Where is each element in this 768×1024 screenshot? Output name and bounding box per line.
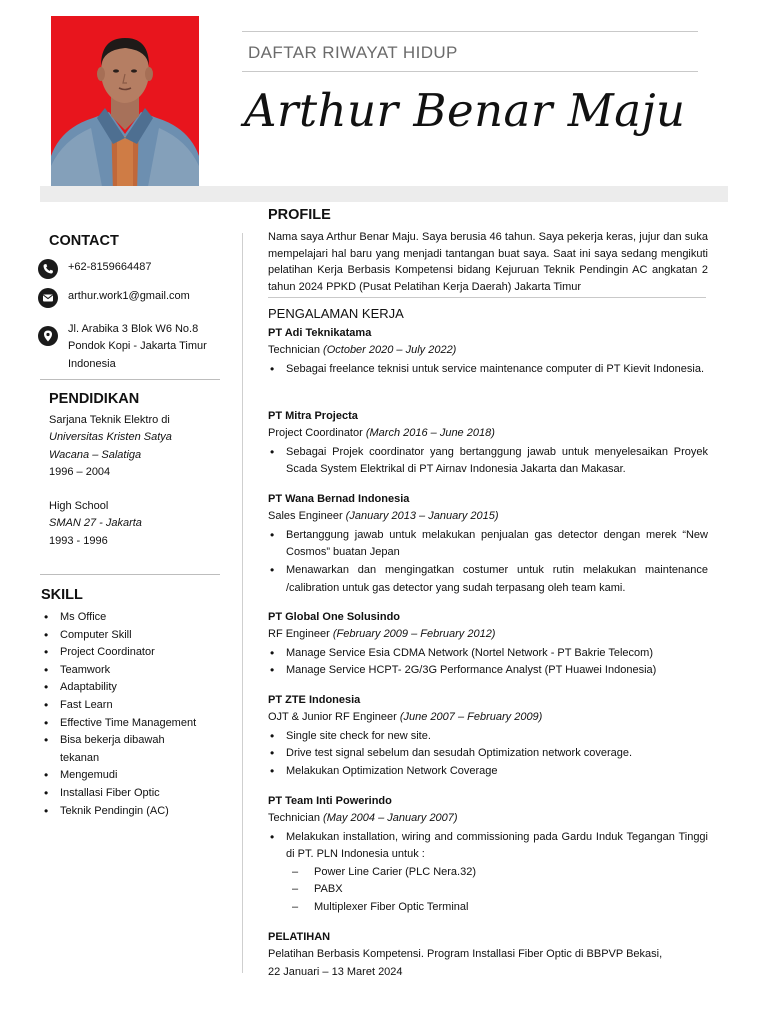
job-bullet: • Melakukan Optimization Network Coverage bbox=[268, 763, 708, 781]
job-sub-item: – Multiplexer Fiber Optic Terminal bbox=[286, 899, 708, 916]
job-role: Sales Engineer bbox=[268, 510, 343, 523]
job-entry bbox=[268, 325, 708, 378]
job-sub-item: – PABX bbox=[286, 881, 708, 898]
job-period: (May 2004 – January 2007) bbox=[323, 812, 458, 825]
header-top-divider bbox=[242, 31, 698, 32]
training-title: PELATIHAN bbox=[268, 931, 331, 943]
job-role: Technician bbox=[268, 812, 320, 825]
job-company: PT Wana Bernad Indonesia bbox=[268, 493, 410, 505]
skill-item: • Adaptability bbox=[42, 679, 222, 697]
job-company: PT Adi Teknikatama bbox=[268, 327, 372, 339]
education-degree: High School bbox=[49, 500, 109, 513]
job-period: (October 2020 – July 2022) bbox=[323, 344, 457, 357]
job-role: Technician bbox=[268, 344, 320, 357]
education-divider bbox=[40, 574, 220, 575]
profile-photo bbox=[51, 16, 199, 192]
job-period: (January 2013 – January 2015) bbox=[345, 510, 499, 523]
education-degree: Sarjana Teknik Elektro di bbox=[49, 414, 170, 426]
email-address: arthur.work1@gmail.com bbox=[68, 290, 190, 302]
skill-item: • Fast Learn bbox=[42, 697, 222, 715]
address-line-1: Jl. Arabika 3 Blok W6 No.8 bbox=[68, 323, 199, 335]
document-subtitle: DAFTAR RIWAYAT HIDUP bbox=[248, 43, 458, 62]
job-entry bbox=[268, 408, 708, 479]
profile-title: PROFILE bbox=[268, 207, 331, 223]
job-company: PT Global One Solusindo bbox=[268, 611, 401, 623]
skill-list bbox=[42, 609, 222, 820]
address-line-3: Indonesia bbox=[68, 357, 116, 370]
address-line-2: Pondok Kopi - Jakarta Timur bbox=[68, 340, 207, 353]
contact-title: CONTACT bbox=[49, 233, 119, 249]
job-bullet: • Manage Service HCPT- 2G/3G Performance Analyst (PT Huawei Indonesia) bbox=[268, 662, 708, 680]
training-dates: 22 Januari – 13 Maret 2024 bbox=[268, 965, 403, 978]
header-mid-divider bbox=[242, 71, 698, 72]
contact-divider bbox=[40, 379, 220, 380]
skill-item: • Installasi Fiber Optic bbox=[42, 785, 222, 803]
job-entry bbox=[268, 692, 708, 781]
job-bullet: • Manage Service Esia CDMA Network (Nortel Network - PT Bakrie Telecom) bbox=[268, 645, 708, 663]
job-sub-item: – Power Line Carier (PLC Nera.32) bbox=[286, 864, 708, 881]
profile-divider bbox=[268, 297, 706, 298]
job-bullet: • Bertanggung jawab untuk melakukan penjualan gas detector dengan merek “New Cosmos” buatan Jepan bbox=[268, 527, 708, 562]
education-years: 1996 – 2004 bbox=[49, 465, 111, 478]
job-bullet: • Single site check for new site. bbox=[268, 728, 708, 746]
skill-item: • Computer Skill bbox=[42, 627, 222, 645]
job-entry bbox=[268, 609, 708, 680]
profile-text: Nama saya Arthur Benar Maju. Saya berusia 46 tahun. Saya pekerja keras, jujur dan suka mempelajari hal baru yang menjadi tantangan buat saya. Saat ini saya sedang mengikuti pelatihan Kerja Berbasis Kompetensi bidang Kejuruan Teknik Pendingin AC angkatan 2 tahun 2024 PPKD (Pusat Pelatihan Kerja Daerah) Jakarta Timur bbox=[268, 231, 708, 293]
skill-item: • Project Coordinator bbox=[42, 644, 222, 662]
column-divider bbox=[242, 233, 243, 973]
person-name: Arthur Benar Maju bbox=[244, 84, 686, 137]
email-icon bbox=[38, 288, 58, 308]
skill-item: • Teknik Pendingin (AC) bbox=[42, 803, 222, 821]
job-role: RF Engineer bbox=[268, 628, 330, 641]
education-school: SMAN 27 - Jakarta bbox=[49, 517, 142, 530]
job-entry bbox=[268, 491, 708, 597]
education-school: Universitas Kristen Satya bbox=[49, 431, 172, 444]
location-icon bbox=[38, 326, 58, 346]
job-company: PT Mitra Projecta bbox=[268, 410, 358, 422]
training-line: Pelatihan Berbasis Kompetensi. Program Installasi Fiber Optic di BBPVP Bekasi, bbox=[268, 948, 663, 961]
job-role: Project Coordinator bbox=[268, 427, 363, 440]
skill-item: • Mengemudi bbox=[42, 767, 222, 785]
phone-number: +62-8159664487 bbox=[68, 261, 152, 273]
education-list bbox=[49, 412, 229, 550]
job-bullet: • Sebagai freelance teknisi untuk service maintenance computer di PT Kievit Indonesia. bbox=[268, 361, 708, 379]
portrait-illustration bbox=[51, 16, 199, 192]
education-title: PENDIDIKAN bbox=[49, 391, 140, 407]
education-school: Wacana – Salatiga bbox=[49, 448, 142, 461]
skill-item: • Ms Office bbox=[42, 609, 222, 627]
job-company: PT ZTE Indonesia bbox=[268, 694, 361, 706]
education-years: 1993 - 1996 bbox=[49, 534, 108, 547]
job-bullet: • Menawarkan dan mengingatkan costumer untuk rutin melakukan maintenance /calibration untuk gas detector yang sudah terpasang oleh team kami. bbox=[268, 562, 708, 597]
job-company: PT Team Inti Powerindo bbox=[268, 795, 392, 807]
job-role: OJT & Junior RF Engineer bbox=[268, 711, 397, 724]
job-bullet: • Drive test signal sebelum dan sesudah Optimization network coverage. bbox=[268, 745, 708, 763]
phone-icon bbox=[38, 259, 58, 279]
skill-item: • Effective Time Management bbox=[42, 715, 222, 733]
header-band bbox=[40, 186, 728, 202]
experience-title: PENGALAMAN KERJA bbox=[268, 306, 404, 321]
skill-item: • Teamwork bbox=[42, 662, 222, 680]
job-entry bbox=[268, 793, 708, 916]
job-bullet: • Sebagai Projek coordinator yang bertanggung jawab untuk menyelesaikan Proyek Scada System Elektrikal di PT Airnav Indonesia Jakarta dan Makasar. bbox=[268, 444, 708, 479]
skill-item: • Bisa bekerja dibawah tekanan bbox=[42, 732, 190, 767]
address-block bbox=[68, 321, 207, 373]
training-section bbox=[268, 929, 708, 981]
job-bullet: • Melakukan installation, wiring and commissioning pada Gardu Induk Tegangan Tinggi di PT. PLN Indonesia untuk : bbox=[268, 829, 708, 864]
job-period: (June 2007 – February 2009) bbox=[399, 711, 543, 724]
job-period: (February 2009 – February 2012) bbox=[332, 628, 496, 641]
skill-title: SKILL bbox=[41, 587, 83, 603]
job-period: (March 2016 – June 2018) bbox=[365, 427, 495, 440]
